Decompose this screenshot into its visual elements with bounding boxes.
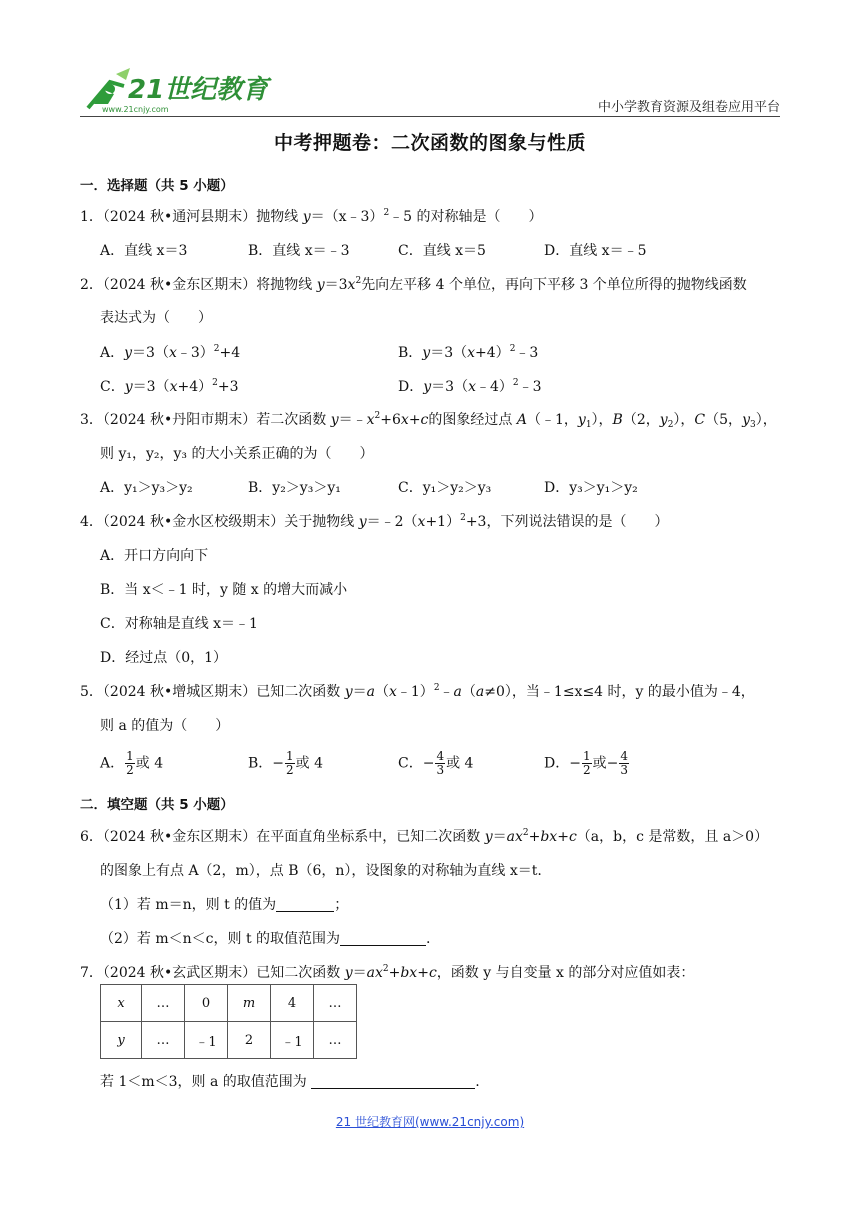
q6-part-1: （1）若 m＝n，则 t 的值为 ； [100,897,349,913]
q2-option-a[interactable]: A．y＝3（x﹣3）$^2$+4 [100,344,241,361]
q5-stem-b: ，当﹣1≤x≤4 时，y 的最小值为﹣4， [511,684,755,700]
q5-stem-c: 则 a 的值为（ ） [100,718,230,734]
q7-condition: 若 1＜m＜3，则 a 的取值范围为 . [100,1074,480,1090]
q6-stem-b: （a，b，c 是常数，且 a＞0） [576,829,769,845]
question-5-stem: 5．（2024 秋•增城区期末）已知二次函数 y＝a（x﹣1）$^2$﹣a（a≠0），当﹣1≤x≤4 时，y 的最小值为﹣4， [80,683,755,700]
q1-stem-c: ﹣5 的对称轴是（ ） [389,209,543,225]
q3-option-a[interactable]: A．y₁＞y₃＞y₂ [100,480,193,496]
q2-option-c[interactable]: C．$y=3(x+4)^2+3$ [100,378,239,395]
q1-option-c[interactable]: C．直线 x＝5 [398,243,486,259]
answer-blank[interactable] [276,897,334,912]
q6-stem-c: 的图象上有点 A（2，m），点 B（6，n），设图象的对称轴为直线 x＝t. [100,863,542,879]
q1-stem-a: 1．（2024 秋•通河县期末）抛物线 [80,209,303,225]
q1-stem-b: （x﹣3） [324,209,384,225]
value-table [100,984,357,1059]
q2-stem-c: 表达式为（ ） [100,310,212,326]
table-cell: y [101,1022,142,1059]
table-cell: 2 [228,1022,271,1059]
question-4-stem: 4．（2024 秋•金水区校级期末）关于抛物线 $y=﹣2(x+1)^2+3$，下列说法错误的是（ ） [80,513,669,530]
table-cell: 0 [185,985,228,1022]
q1-option-a[interactable]: A．直线 x＝3 [100,243,188,259]
table-cell: 4 [271,985,314,1022]
logo [80,64,280,116]
question-2-stem: 2．（2024 秋•金东区期末）将抛物线 $y=3x^2$先向左平移 4 个单位，再向下平移 3 个单位所得的抛物线函数 [80,276,747,293]
table-cell: ﹣1 [185,1022,228,1059]
q6-part-2: （2）若 m＜n＜c，则 t 的取值范围为 . [100,931,431,947]
q3-stem-a: 3．（2024 秋•丹阳市期末）若二次函数 [80,412,331,428]
q4-option-a[interactable]: A．开口方向向下 [100,548,209,564]
question-3-stem: 3．（2024 秋•丹阳市期末）若二次函数 $y=﹣x^2+6x+c$的图象经过点 A（﹣1，$y_1$），B（2，$y_2$），C（5，$y_3$）， [80,411,777,430]
table-row [101,1022,357,1059]
q4-stem-a: 4．（2024 秋•金水区校级期末）关于抛物线 [80,514,359,530]
q2-option-b[interactable]: B．$y=3(x+4)^2﹣3$ [398,344,539,361]
logo-text: 21世纪教育 [128,75,269,105]
q5-option-b[interactable]: B．− $\frac{1}{2}$ 或 4 [248,749,324,777]
fraction: $\frac{1}{2}$ [126,749,134,777]
q3-option-b[interactable]: B．y₂＞y₃＞y₁ [248,480,341,496]
q4-option-b[interactable]: B．当 x＜﹣1 时，y 随 x 的增大而减小 [100,582,348,598]
question-6-stem: 6．（2024 秋•金东区期末）在平面直角坐标系中，已知二次函数 $y=ax^2+bx+c(a$，b，c 是常数，且 a＞0） [80,828,769,845]
table-cell: … [142,1022,185,1059]
table-cell: m [228,985,271,1022]
q4-option-d[interactable]: D．经过点（0，1） [100,650,228,666]
q3-option-d[interactable]: D．y₃＞y₁＞y₂ [544,480,638,496]
page-title: 中考押题卷：二次函数的图象与性质 [273,132,586,154]
q4-stem-b: ，下列说法错误的是（ ） [486,514,669,530]
q7-stem-a: 7．（2024 秋•玄武区期末）已知二次函数 [80,965,345,981]
footer-link[interactable]: 21 世纪教育网(www.21cnjy.com) [335,1115,525,1129]
q1-option-d[interactable]: D．直线 x＝﹣5 [544,243,647,259]
fraction: $\frac{4}{3}$ [620,749,628,777]
q3-stem-c: 则 y₁，y₂，y₃ 的大小关系正确的为（ ） [100,446,374,462]
table-cell: … [314,1022,357,1059]
platform-name: 中小学教育资源及组卷应用平台 [597,100,780,115]
header-divider [80,116,780,117]
answer-blank[interactable] [311,1074,475,1089]
table-cell: x [101,985,142,1022]
q5-option-c[interactable]: C．− $\frac{4}{3}$ 或 4 [398,749,474,777]
logo-url: www.21cnjy.com [102,105,169,114]
fraction: $\frac{4}{3}$ [436,749,445,777]
q2-stem-b: 先向左平移 4 个单位，再向下平移 3 个单位所得的抛物线函数 [361,277,747,293]
q6-stem-a: 6．（2024 秋•金东区期末）在平面直角坐标系中，已知二次函数 [80,829,485,845]
q7-stem-b: ，函数 y 与自变量 x 的部分对应值如表： [436,965,695,981]
q5-option-d[interactable]: D．− $\frac{1}{2}$ 或− $\frac{4}{3}$ [544,749,628,777]
q1-option-b[interactable]: B．直线 x＝﹣3 [248,243,350,259]
fraction: $\frac{1}{2}$ [286,749,294,777]
page-header [80,64,780,116]
q5-stem-a: 5．（2024 秋•增城区期末）已知二次函数 [80,684,345,700]
question-1-stem: 1．（2024 秋•通河县期末）抛物线 y＝（x﹣3）$^2$﹣5 的对称轴是（ ） [80,208,543,225]
q2-stem-a: 2．（2024 秋•金东区期末）将抛物线 [80,277,317,293]
q2-option-d[interactable]: D．y＝3（x﹣4）$^2$﹣3 [398,378,542,395]
q4-option-c[interactable]: C．对称轴是直线 x＝﹣1 [100,616,258,632]
section-heading-choice: 一．选择题（共 5 小题） [80,178,234,194]
fraction: $\frac{1}{2}$ [582,749,591,777]
table-cell: … [142,985,185,1022]
q3-stem-b: 的图象经过点 [428,412,517,428]
question-7-stem: 7．（2024 秋•玄武区期末）已知二次函数 $y=ax^2+bx+c$，函数 y 与自变量 x 的部分对应值如表： [80,964,695,981]
table-cell: … [314,985,357,1022]
table-cell: ﹣1 [271,1022,314,1059]
section-heading-fill: 二．填空题（共 5 小题） [80,797,234,813]
answer-blank[interactable] [340,931,426,946]
q5-option-a[interactable]: A． $\frac{1}{2}$ 或 4 [100,749,164,777]
q3-option-c[interactable]: C．y₁＞y₂＞y₃ [398,480,492,496]
table-row [101,985,357,1022]
